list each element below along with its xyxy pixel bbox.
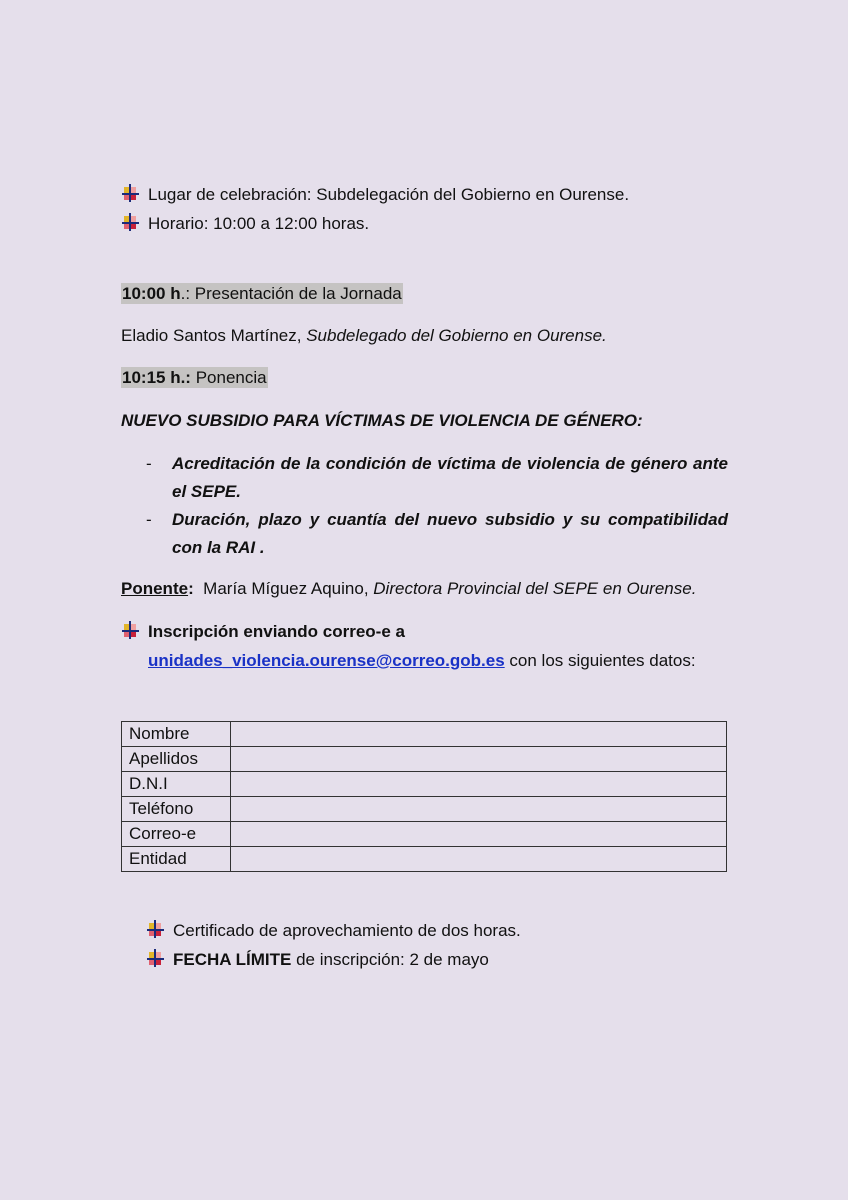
registration-data-table (121, 721, 727, 872)
field-label: Apellidos (122, 747, 231, 772)
field-value (231, 772, 727, 797)
field-label: Correo-e (122, 822, 231, 847)
field-value (231, 847, 727, 872)
speaker-name: Eladio Santos Martínez, (121, 326, 307, 345)
bullet-icon (121, 184, 141, 202)
ponente-line (121, 579, 696, 599)
deadline-label: FECHA LÍMITE (173, 950, 292, 969)
field-value (231, 797, 727, 822)
table-row (122, 722, 727, 747)
field-value (231, 722, 727, 747)
table-row (122, 772, 727, 797)
ponente-name: María Míguez Aquino, (193, 579, 374, 598)
schedule-time: 10:00 h (122, 284, 181, 303)
field-label: Entidad (122, 847, 231, 872)
schedule-item-1015 (121, 368, 268, 388)
certificate-text: Certificado de aprovechamiento de dos horas. (173, 921, 521, 940)
table-row (122, 797, 727, 822)
location-text: Lugar de celebración: Subdelegación del Gobierno en Ourense. (148, 185, 630, 204)
topic-dash: - (146, 454, 152, 473)
field-value (231, 747, 727, 772)
field-label: D.N.I (122, 772, 231, 797)
field-label: Teléfono (122, 797, 231, 822)
table-row (122, 822, 727, 847)
talk-title: NUEVO SUBSIDIO PARA VÍCTIMAS DE VIOLENCIA DE GÉNERO: (121, 411, 643, 430)
schedule-item-1000 (121, 284, 403, 304)
deadline-bullet (146, 949, 489, 970)
field-label: Nombre (122, 722, 231, 747)
topic-item-2: Duración, plazo y cuantía del nuevo subsidio y su compatibilidad con la RAI . (172, 510, 728, 557)
registration-title: Inscripción enviando correo-e a (148, 622, 405, 641)
bullet-icon (121, 213, 141, 231)
info-bullet-location (121, 184, 629, 205)
registration-email-line (148, 651, 696, 671)
speaker-line (121, 326, 607, 346)
deadline-text: de inscripción: 2 de mayo (291, 950, 489, 969)
registration-email-link[interactable]: unidades_violencia.ourense@correo.gob.es (148, 651, 505, 670)
schedule-text: Horario: 10:00 a 12:00 horas. (148, 214, 370, 233)
speaker-role: Subdelegado del Gobierno en Ourense. (306, 326, 607, 345)
schedule-time: 10:15 h.: (122, 368, 191, 387)
topic-dash: - (146, 510, 152, 529)
certificate-bullet (146, 920, 521, 941)
topic-item-1: Acreditación de la condición de víctima de violencia de género ante el SEPE. (172, 454, 728, 501)
ponente-label: Ponente (121, 579, 189, 598)
table-row (122, 747, 727, 772)
bullet-icon (146, 920, 166, 938)
registration-bullet (121, 621, 405, 642)
registration-suffix: con los siguientes datos: (504, 651, 696, 670)
table-row (122, 847, 727, 872)
field-value (231, 822, 727, 847)
ponente-colon: : (188, 579, 194, 598)
ponente-role: Directora Provincial del SEPE en Ourense. (373, 579, 697, 598)
schedule-desc: Ponencia (190, 368, 267, 387)
bullet-icon (146, 949, 166, 967)
bullet-icon (121, 621, 141, 639)
info-bullet-schedule (121, 213, 369, 234)
schedule-desc: .: Presentación de la Jornada (180, 284, 402, 303)
